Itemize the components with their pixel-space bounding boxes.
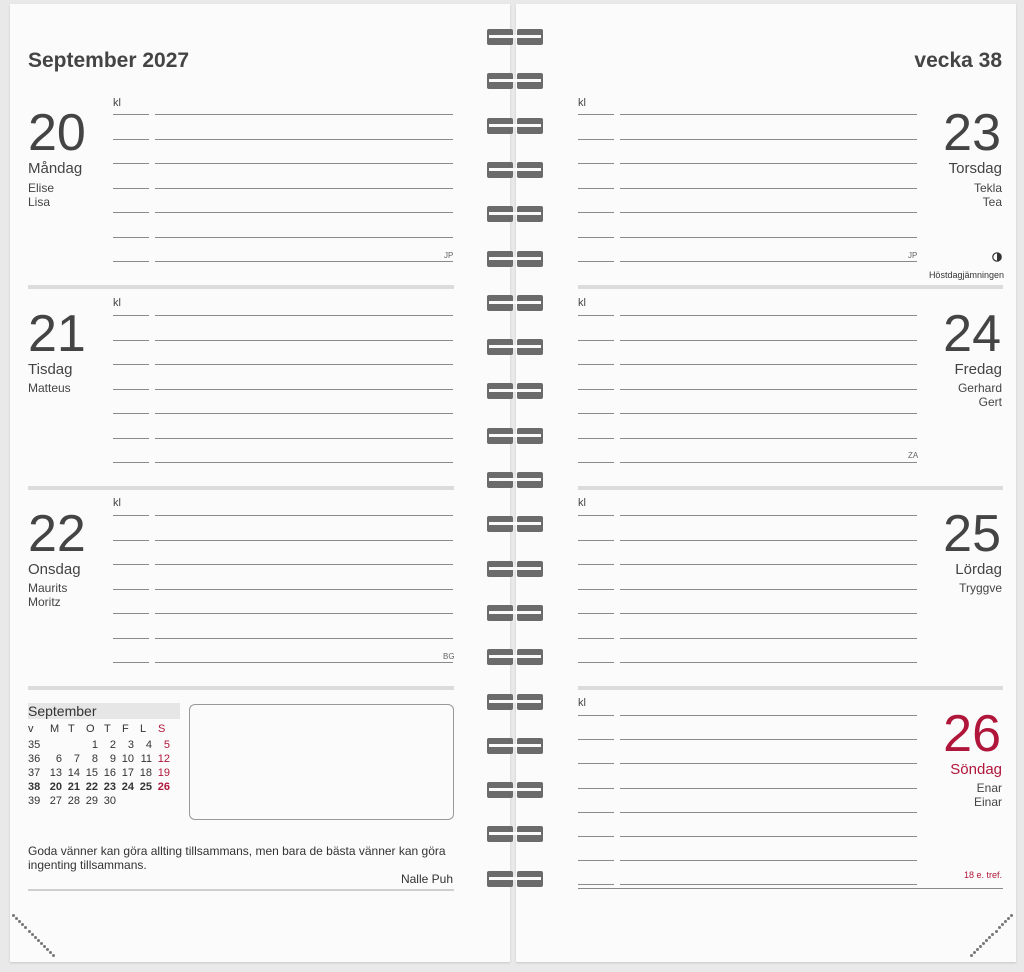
writing-line [578,364,614,365]
mini-calendar-day: 12 [157,753,170,765]
writing-line [620,163,917,164]
separator [578,486,1003,490]
mini-calendar-weekday-header: L [140,723,147,735]
writing-line [578,638,614,639]
writing-line [620,812,917,813]
writing-line [578,613,614,614]
day-number-thursday: 23 [943,104,1001,162]
initials-wednesday: BG [443,652,455,661]
writing-line [578,261,614,262]
nameday-wednesday-2: Moritz [28,595,61,609]
separator [28,285,454,289]
quote-line-1: Goda vänner kan göra allting tillsammans, men bara de bästa vänner kan göra [28,844,446,858]
writing-line [620,237,917,238]
day-name-thursday: Torsdag [948,160,1002,177]
kl-label: kl [578,497,586,509]
nameday-sunday-1: Enar [976,781,1002,795]
writing-line [113,613,149,614]
note-sunday: 18 e. tref. [963,870,1002,880]
month-year-title: September 2027 [28,49,190,72]
mini-calendar-day: 10 [121,753,134,765]
writing-line [620,884,917,885]
quote-author: Nalle Puh [400,872,453,886]
mini-calendar-weekday-header: F [122,723,129,735]
initials-thursday: JP [908,251,918,260]
day-name-tuesday: Tisdag [28,361,73,378]
mini-calendar-day: 28 [67,795,80,807]
writing-line [113,515,149,516]
mini-calendar-day: 9 [109,753,116,765]
writing-line [113,389,149,390]
writing-line [155,515,453,516]
corner-dot [995,930,998,933]
writing-line [113,139,149,140]
nameday-thursday-1: Tekla [973,181,1002,195]
writing-line [155,540,453,541]
mini-calendar-day: 1 [91,739,98,751]
separator [28,686,454,690]
note-thursday: Höstdagjämningen [928,270,1004,280]
half-moon-icon [992,249,1002,259]
day-number-monday: 20 [28,104,86,162]
writing-line [155,315,453,316]
spiral-ring [487,738,543,754]
mini-calendar-week-number: 38 [28,781,41,793]
corner-dot [1004,920,1007,923]
writing-line [578,163,614,164]
writing-line [578,340,614,341]
mini-calendar-day: 27 [49,795,62,807]
day-name-friday: Fredag [954,361,1002,378]
writing-line [620,564,917,565]
writing-line [578,188,614,189]
nameday-saturday-1: Tryggve [959,581,1002,595]
writing-line [113,540,149,541]
writing-line [620,763,917,764]
day-number-friday: 24 [943,305,1001,363]
writing-line [113,589,149,590]
writing-line [620,515,917,516]
writing-line [620,788,917,789]
writing-line [578,515,614,516]
spiral-ring [487,649,543,665]
nameday-monday-1: Elise [28,181,55,195]
day-name-wednesday: Onsdag [28,561,81,578]
writing-line [113,438,149,439]
mini-calendar-day: 16 [103,767,116,779]
corner-dot [982,942,985,945]
writing-line [620,139,917,140]
spiral-ring [487,295,543,311]
mini-calendar-title: September [28,703,97,719]
mini-calendar-day: 2 [109,739,116,751]
mini-calendar-week-number: 36 [28,753,41,765]
nameday-thursday-2: Tea [982,195,1002,209]
mini-calendar-day: 21 [67,781,80,793]
spiral-ring [487,383,543,399]
mini-calendar-day: 19 [157,767,170,779]
writing-line [620,540,917,541]
corner-dot [37,939,40,942]
mini-calendar-week-number: 35 [28,739,41,751]
writing-line [155,413,453,414]
mini-calendar-weekday-header: O [86,723,95,735]
notes-box[interactable] [189,704,454,820]
writing-line [155,364,453,365]
spiral-ring [487,694,543,710]
mini-calendar-week-number: 39 [28,795,41,807]
mini-calendar-day: 7 [73,753,80,765]
mini-calendar-day: 11 [140,753,152,765]
day-number-sunday: 26 [943,705,1001,763]
writing-line [155,139,453,140]
writing-line [155,340,453,341]
mini-calendar-weekday-header: M [50,723,60,735]
writing-line [620,462,917,463]
writing-line [155,212,453,213]
writing-line [578,860,614,861]
mini-calendar-day: 18 [139,767,152,779]
writing-line [113,188,149,189]
writing-line [620,364,917,365]
writing-line [113,638,149,639]
corner-dot [985,939,988,942]
writing-line [578,237,614,238]
writing-line [620,836,917,837]
writing-line [155,188,453,189]
writing-line [620,389,917,390]
writing-line [578,763,614,764]
spiral-ring [487,428,543,444]
corner-dot [1007,917,1010,920]
writing-line [620,739,917,740]
spiral-ring [487,516,543,532]
mini-calendar-week-number: 37 [28,767,41,779]
writing-line [113,261,149,262]
mini-calendar-weekday-header: T [68,723,75,735]
mini-calendar-weekday-header: T [104,723,111,735]
nameday-tuesday-1: Matteus [28,381,71,395]
writing-line [155,662,453,663]
mini-calendar-day: 15 [85,767,98,779]
mini-calendar-day: 22 [85,781,98,793]
kl-label: kl [578,697,586,709]
writing-line [620,662,917,663]
writing-line [578,589,614,590]
writing-line [113,237,149,238]
writing-line [620,860,917,861]
spiral-ring [487,162,543,178]
writing-line [113,564,149,565]
writing-line [578,564,614,565]
writing-line [113,462,149,463]
writing-line [113,212,149,213]
writing-line [578,413,614,414]
spiral-ring [487,251,543,267]
corner-dot [34,936,37,939]
spiral-ring [487,826,543,842]
writing-line [113,340,149,341]
writing-line [155,462,453,463]
writing-line [620,413,917,414]
writing-line [113,163,149,164]
writing-line [113,114,149,115]
mini-calendar-day: 6 [55,753,62,765]
writing-line [113,315,149,316]
kl-label: kl [578,97,586,109]
corner-dot [28,930,31,933]
day-name-sunday: Söndag [950,761,1002,778]
kl-label: kl [113,497,121,509]
writing-line [620,613,917,614]
spiral-ring [487,73,543,89]
mini-calendar-day: 8 [91,753,98,765]
mini-calendar-day: 13 [49,767,62,779]
day-number-tuesday: 21 [28,305,86,363]
nameday-wednesday-1: Maurits [28,581,68,595]
nameday-monday-2: Lisa [28,195,51,209]
separator [578,686,1003,690]
writing-line [578,812,614,813]
writing-line [578,540,614,541]
writing-line [578,884,614,885]
week-number: vecka 38 [914,49,1002,72]
writing-line [578,739,614,740]
writing-line [578,888,1003,889]
writing-line [578,788,614,789]
corner-dot [1010,914,1013,917]
corner-dot [976,948,979,951]
spiral-ring [487,561,543,577]
mini-calendar-day: 26 [157,781,170,793]
writing-line [578,114,614,115]
quote-divider [28,889,454,891]
nameday-sunday-2: Einar [973,795,1002,809]
writing-line [155,438,453,439]
writing-line [620,261,917,262]
nameday-friday-2: Gert [978,395,1002,409]
kl-label: kl [113,297,121,309]
writing-line [578,715,614,716]
day-number-saturday: 25 [943,505,1001,563]
writing-line [578,462,614,463]
writing-line [113,413,149,414]
spiral-ring [487,605,543,621]
writing-line [578,389,614,390]
writing-line [578,836,614,837]
separator [28,486,454,490]
mini-calendar-day: 14 [67,767,80,779]
writing-line [620,212,917,213]
kl-label: kl [113,97,121,109]
nameday-friday-1: Gerhard [957,381,1002,395]
writing-line [155,114,453,115]
writing-line [620,438,917,439]
writing-line [155,613,453,614]
mini-calendar-day: 29 [85,795,98,807]
mini-calendar-day: 5 [163,739,170,751]
mini-calendar-day: 20 [49,781,62,793]
writing-line [155,163,453,164]
spiral-ring [487,472,543,488]
corner-dot [973,951,976,954]
writing-line [620,188,917,189]
writing-line [113,662,149,663]
mini-calendar-day: 3 [127,739,134,751]
day-name-saturday: Lördag [955,561,1002,578]
quote-line-2: ingenting tillsammans. [28,858,147,872]
mini-calendar-day: 4 [145,739,152,751]
writing-line [155,589,453,590]
corner-dot [31,933,34,936]
right-page [516,4,1016,962]
writing-line [578,315,614,316]
writing-line [155,638,453,639]
writing-line [578,139,614,140]
mini-calendar-day: 17 [121,767,134,779]
spiral-ring [487,118,543,134]
kl-label: kl [578,297,586,309]
writing-line [620,340,917,341]
corner-dot [979,945,982,948]
writing-line [620,715,917,716]
spiral-ring [487,29,543,45]
writing-line [578,438,614,439]
spiral-ring [487,339,543,355]
mini-calendar-day: 25 [139,781,152,793]
spiral-ring [487,206,543,222]
writing-line [155,564,453,565]
writing-line [155,261,453,262]
mini-calendar-weekday-header: S [158,723,166,735]
writing-line [620,114,917,115]
writing-line [155,237,453,238]
mini-calendar-weekday-header: v [28,723,34,735]
writing-line [620,589,917,590]
writing-line [113,364,149,365]
mini-calendar-day: 30 [103,795,116,807]
spiral-ring [487,871,543,887]
spiral-ring [487,782,543,798]
writing-line [578,212,614,213]
mini-calendar-day: 24 [121,781,134,793]
writing-line [620,315,917,316]
corner-dot [40,942,43,945]
day-number-wednesday: 22 [28,505,86,563]
writing-line [578,662,614,663]
initials-monday: JP [444,251,454,260]
mini-calendar-day: 23 [103,781,116,793]
writing-line [155,389,453,390]
initials-friday: ZA [908,451,919,460]
day-name-monday: Måndag [28,160,83,177]
writing-line [620,638,917,639]
separator [578,285,1003,289]
